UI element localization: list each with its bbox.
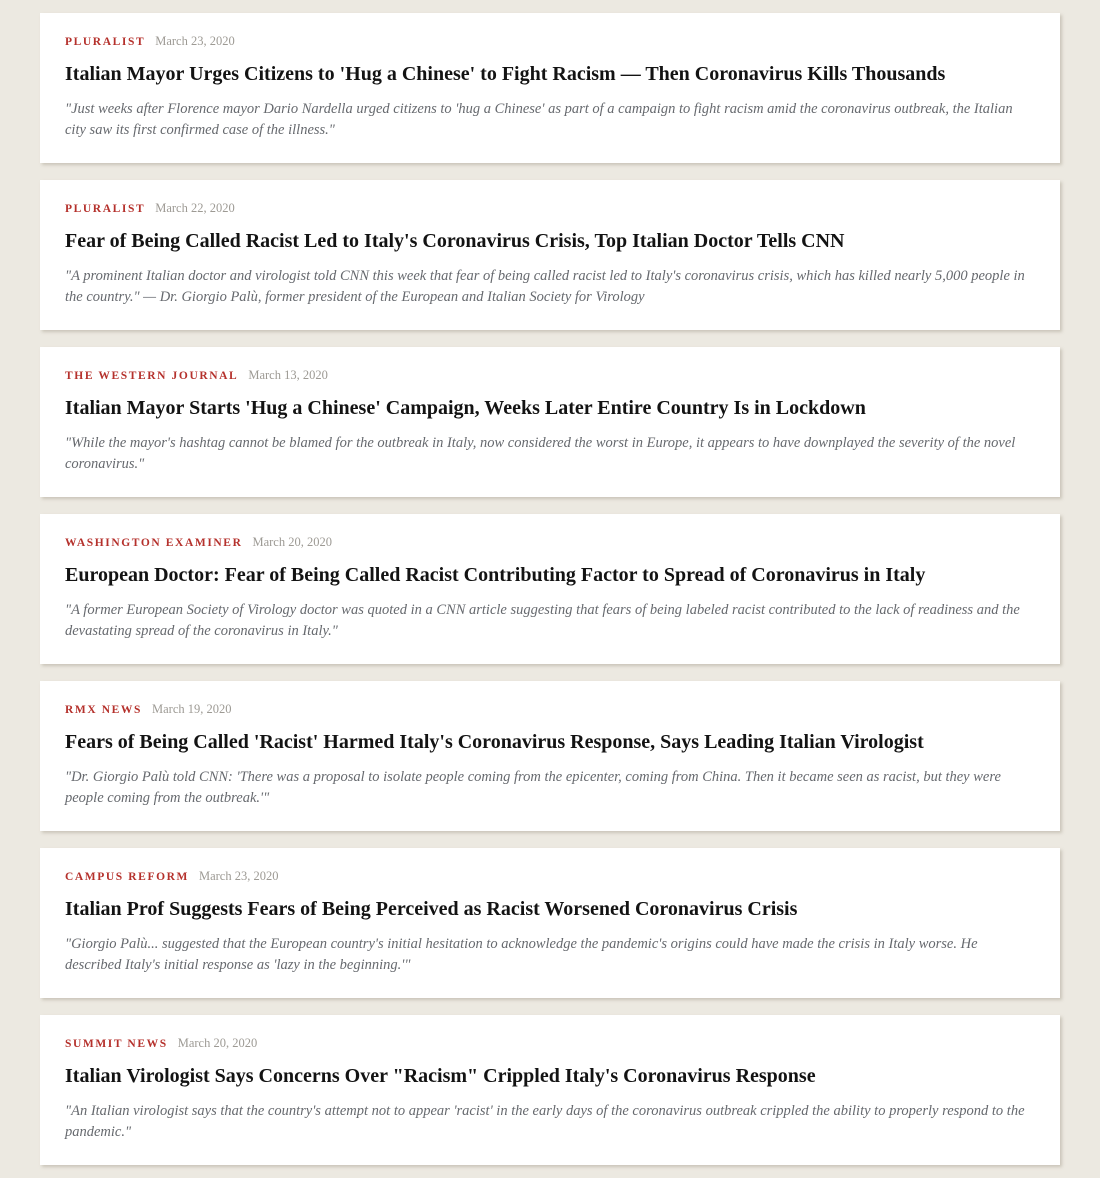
source-label[interactable]: SUMMIT NEWS [65,1038,168,1051]
excerpt-quote: "Just weeks after Florence mayor Dario Nardella urged citizens to 'hug a Chinese' as part of a campaign to fight racism amid the coronavirus outbreak, the Italian city saw its first confirmed case of the illness." [65,101,1013,139]
source-label[interactable]: CAMPUS REFORM [65,871,189,884]
date-label: March 22, 2020 [155,201,235,216]
excerpt-quote: "A prominent Italian doctor and virologist told CNN this week that fear of being called racist led to Italy's coronavirus crisis, which has killed nearly 5,000 people in the country." — Dr. Giorgio Palù, former president of the European and Italian Society for Virology [65,268,1025,306]
card-meta [65,535,1032,550]
card-meta [65,869,1032,884]
source-label[interactable]: RMX NEWS [65,704,143,717]
headline-link[interactable]: Fear of Being Called Racist Led to Italy's Coronavirus Crisis, Top Italian Doctor Tells CNN [65,230,845,253]
card-meta [65,368,1032,383]
card-meta [65,1036,1032,1051]
date-label: March 20, 2020 [252,535,332,550]
date-label: March 23, 2020 [198,869,279,884]
card-meta [65,34,1032,49]
card-meta [65,201,1032,216]
excerpt-quote: "A former European Society of Virology doctor was quoted in a CNN article suggesting that fears of being labeled racist contributed to the lack of readiness and the devastating spread of the coronavirus in Italy." [65,602,1020,640]
date-label: March 20, 2020 [177,1036,258,1051]
date-label: March 13, 2020 [248,368,328,383]
excerpt-quote: "Dr. Giorgio Palù told CNN: 'There was a proposal to isolate people coming from the epicenter, coming from China. Then it became seen as racist, but they were people coming from the outbreak.'" [65,769,1001,807]
excerpt-quote: "Giorgio Palù... suggested that the European country's initial hesitation to acknowledge the pandemic's origins could have made the crisis in Italy worse. He described Italy's initial response as 'lazy in the beginning.'" [65,936,978,974]
date-label: March 19, 2020 [152,702,232,717]
news-card [40,514,1060,664]
news-card [40,681,1060,831]
source-label[interactable]: THE WESTERN JOURNAL [65,370,239,383]
source-label[interactable]: WASHINGTON EXAMINER [65,537,243,550]
news-card [40,13,1060,163]
headline-link[interactable]: Italian Virologist Says Concerns Over "Racism" Crippled Italy's Coronavirus Response [65,1065,816,1088]
source-label[interactable]: PLURALIST [65,203,146,216]
news-card [40,180,1060,330]
card-meta [65,702,1032,717]
excerpt-quote: "An Italian virologist says that the country's attempt not to appear 'racist' in the early days of the coronavirus outbreak crippled the ability to properly respond to the pandemic." [65,1103,1025,1141]
news-card [40,347,1060,497]
headline-link[interactable]: Italian Mayor Starts 'Hug a Chinese' Campaign, Weeks Later Entire Country Is in Lockdown [65,397,866,420]
news-card [40,848,1060,998]
date-label: March 23, 2020 [155,34,235,48]
headline-link[interactable]: European Doctor: Fear of Being Called Racist Contributing Factor to Spread of Coronavirus in Italy [65,564,926,587]
excerpt-quote: "While the mayor's hashtag cannot be blamed for the outbreak in Italy, now considered the worst in Europe, it appears to have downplayed the severity of the novel coronavirus." [65,435,1016,473]
source-label[interactable]: PLURALIST [65,36,146,48]
headline-link[interactable]: Fears of Being Called 'Racist' Harmed Italy's Coronavirus Response, Says Leading Italian Virologist [65,731,924,754]
headline-link[interactable]: Italian Prof Suggests Fears of Being Perceived as Racist Worsened Coronavirus Crisis [65,898,798,921]
headline-link[interactable]: Italian Mayor Urges Citizens to 'Hug a Chinese' to Fight Racism — Then Coronavirus Kills Thousands [65,63,946,85]
